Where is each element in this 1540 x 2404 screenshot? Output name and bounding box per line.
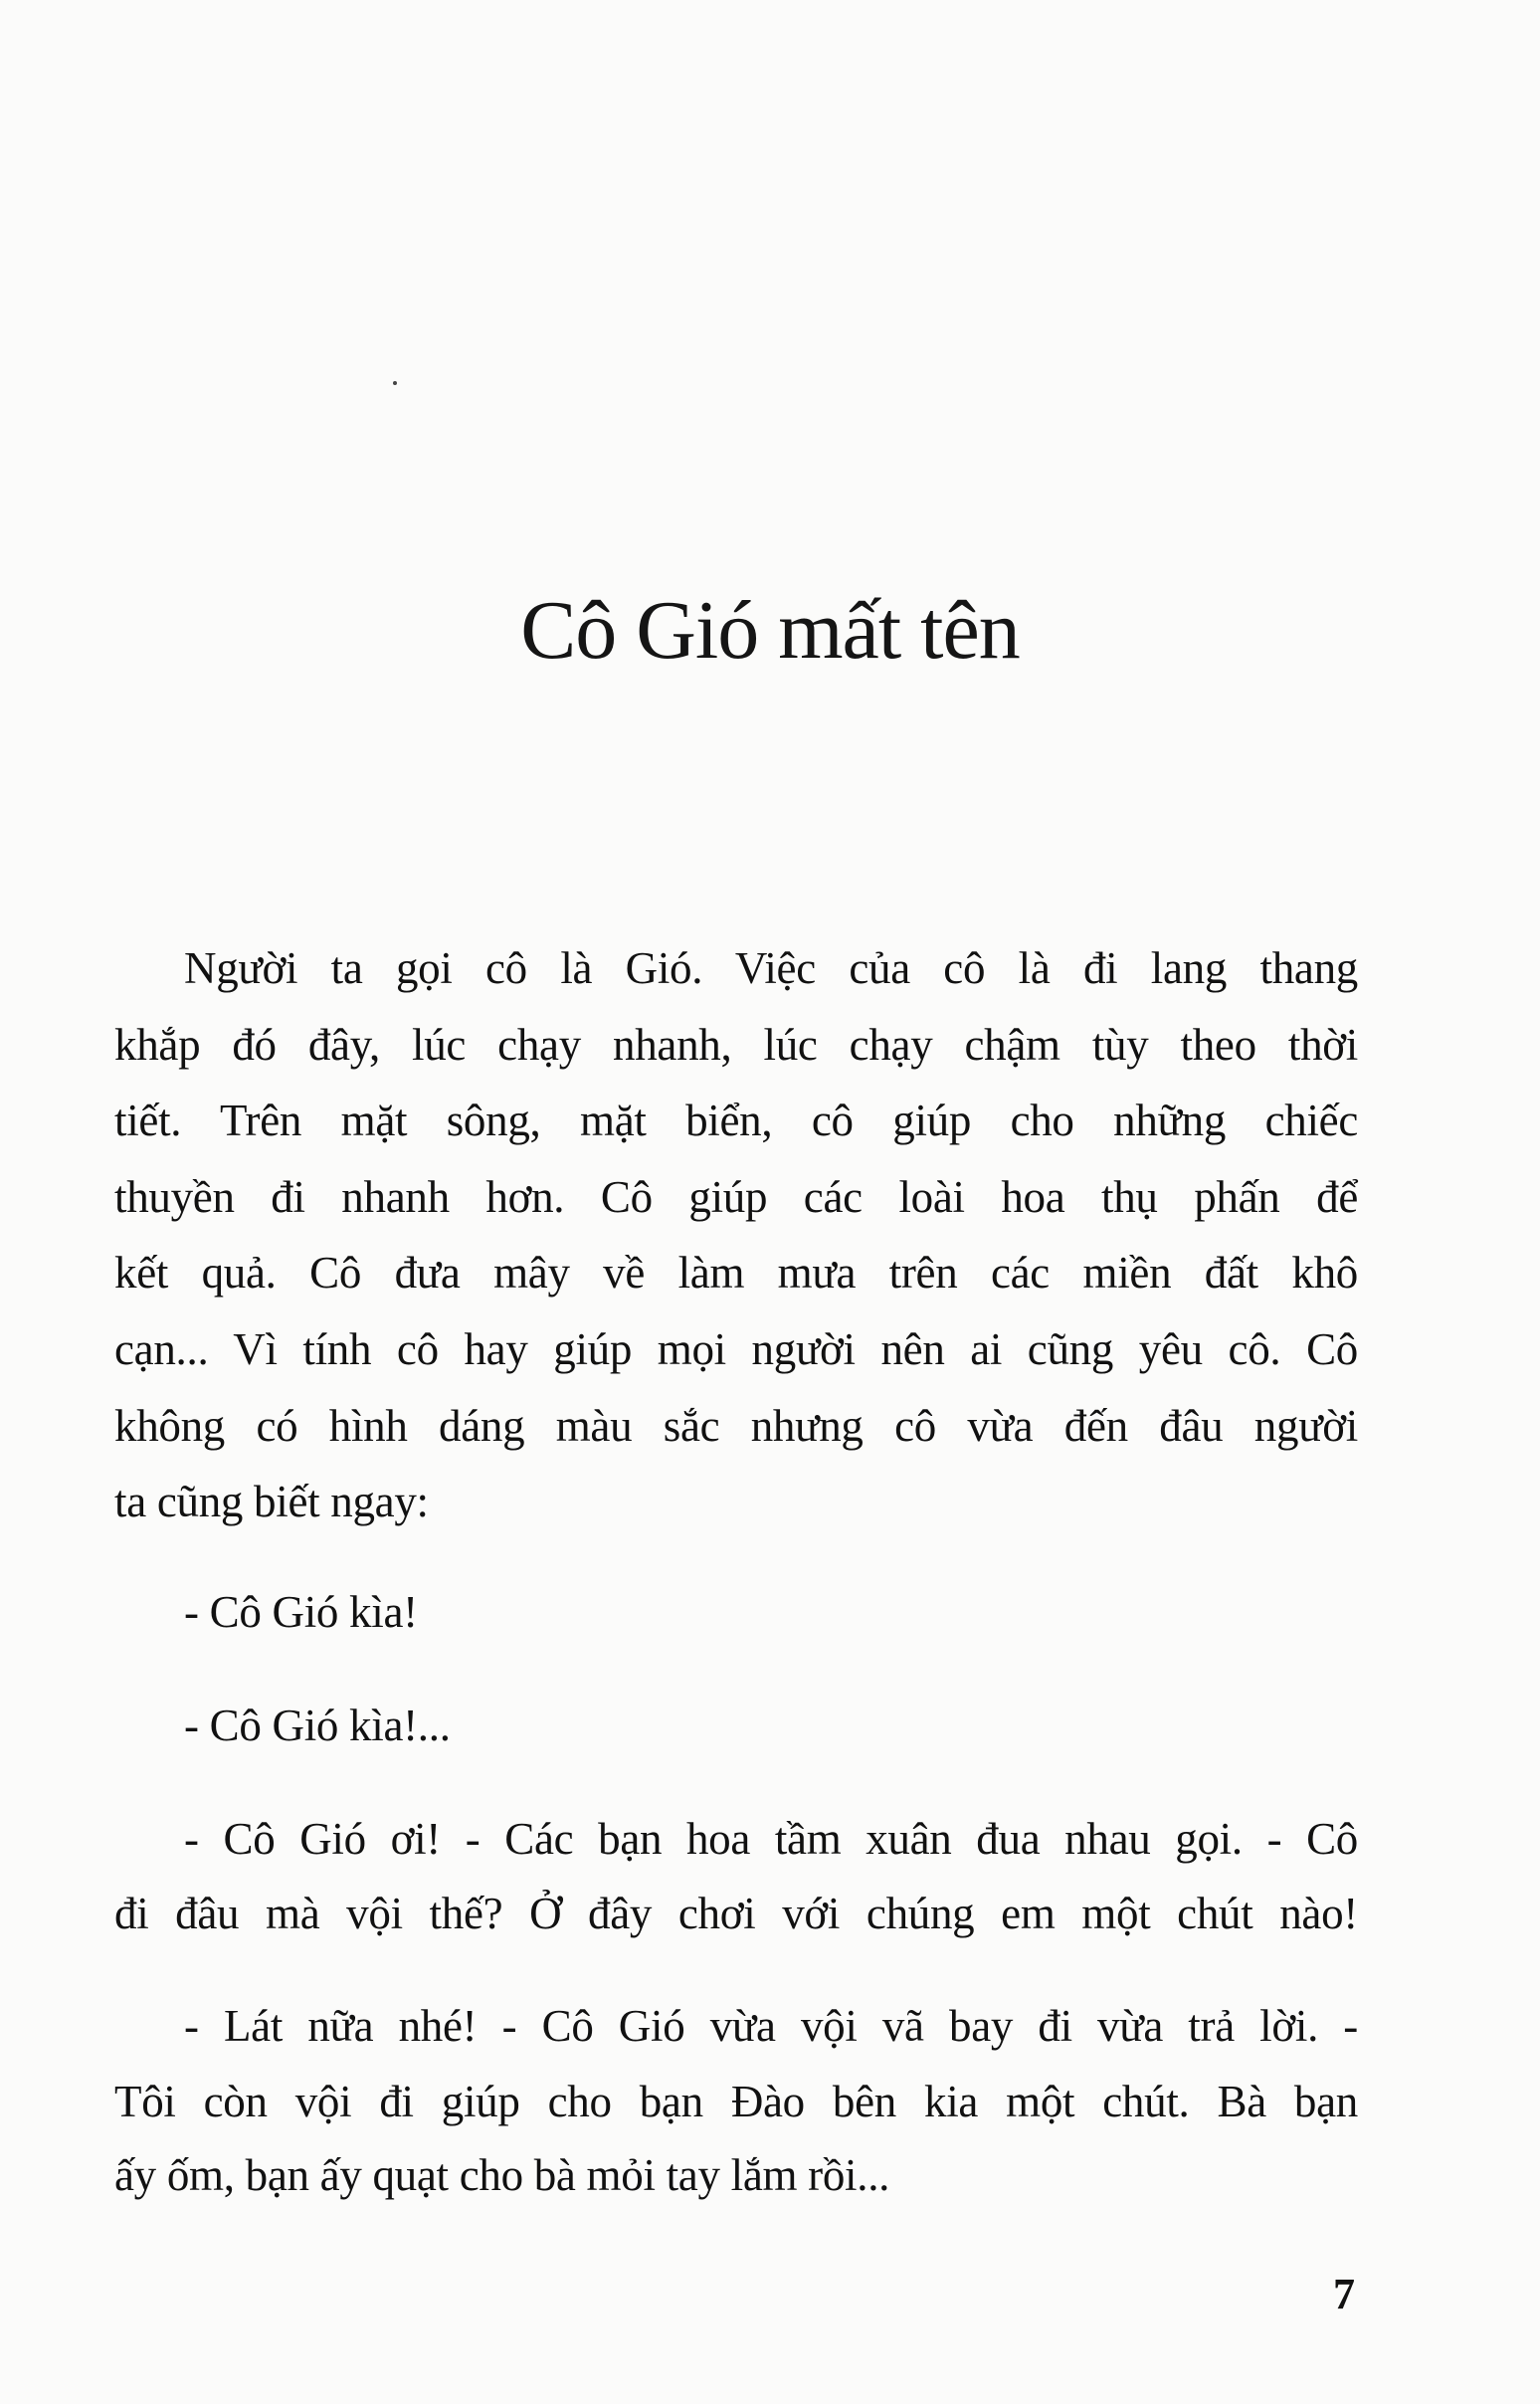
text-line: không có hình dáng màu sắc nhưng cô vừa đến đâu người <box>114 1401 1358 1451</box>
text-line: Tôi còn vội đi giúp cho bạn Đào bên kia một chút. Bà bạn <box>114 2077 1358 2126</box>
text-line: đi đâu mà vội thế? Ở đây chơi với chúng em một chút nào! <box>114 1889 1358 1938</box>
text-line: thuyền đi nhanh hơn. Cô giúp các loài hoa thụ phấn để <box>114 1172 1358 1222</box>
text-line: tiết. Trên mặt sông, mặt biển, cô giúp cho những chiếc <box>114 1096 1358 1145</box>
print-speck <box>393 381 397 385</box>
chapter-title: Cô Gió mất tên <box>520 584 1020 677</box>
dialogue-line: - Cô Gió kìa!... <box>184 1701 451 1750</box>
text-line: khắp đó đây, lúc chạy nhanh, lúc chạy chậm tùy theo thời <box>114 1020 1358 1070</box>
text-line: cạn... Vì tính cô hay giúp mọi người nên ai cũng yêu cô. Cô <box>114 1324 1358 1374</box>
text-line: kết quả. Cô đưa mây về làm mưa trên các miền đất khô <box>114 1248 1358 1298</box>
text-line: ấy ốm, bạn ấy quạt cho bà mỏi tay lắm rồi... <box>114 2150 890 2200</box>
text-line: Người ta gọi cô là Gió. Việc của cô là đi lang thang <box>184 943 1358 993</box>
text-line: ta cũng biết ngay: <box>114 1477 429 1526</box>
dialogue-line: - Cô Gió kìa! <box>184 1587 418 1637</box>
dialogue-line: - Lát nữa nhé! - Cô Gió vừa vội vã bay đi vừa trả lời. - <box>184 2001 1358 2051</box>
dialogue-line: - Cô Gió ơi! - Các bạn hoa tầm xuân đua nhau gọi. - Cô <box>184 1814 1358 1864</box>
page-number: 7 <box>1333 2270 1355 2318</box>
